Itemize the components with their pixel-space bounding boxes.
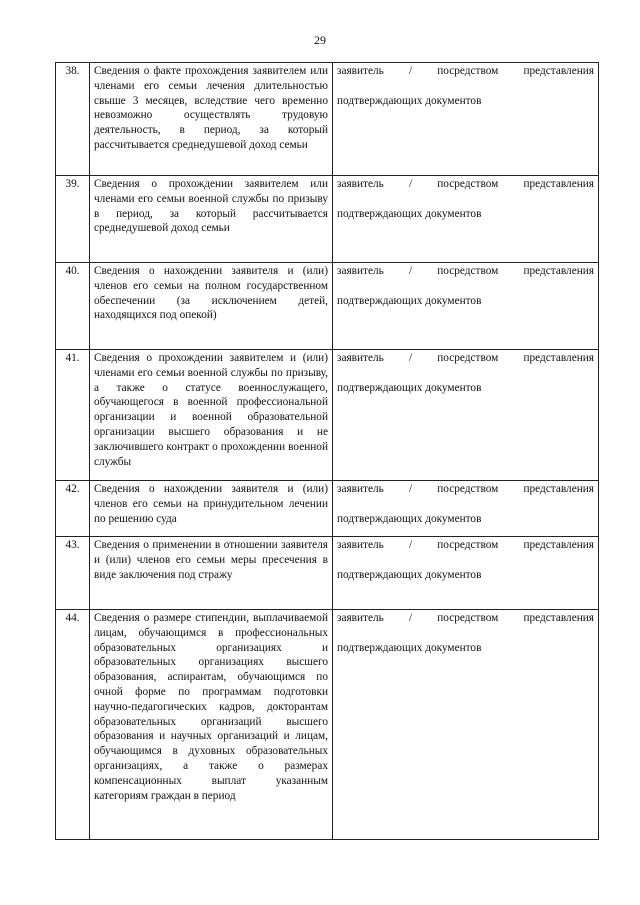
row-number: 38. (56, 63, 90, 176)
row-source (333, 537, 599, 610)
table-row (56, 263, 599, 350)
source-line: заявитель / посредством представления (337, 483, 594, 495)
table-row (56, 610, 599, 840)
row-source (333, 263, 599, 350)
source-line: заявитель / посредством представления (337, 178, 594, 190)
row-number: 42. (56, 481, 90, 537)
table-row (56, 481, 599, 537)
source-line: заявитель / посредством представления (337, 65, 594, 77)
row-description: Сведения о прохождении заявителем или членами его семьи военной службы по призыву в период, за который рассчитывается среднедушевой доход семьи (90, 176, 333, 263)
source-line: подтверждающих документов (337, 294, 482, 307)
row-number: 39. (56, 176, 90, 263)
row-description: Сведения о размере стипендии, выплачиваемой лицам, обучающимся в профессиональных образовательных организациях и образовательных организациях высшего образования, аспирантам, обучающимся по очной форме по программам подготовки научно-педагогических кадров, докторантам образовательных организаций высшего образования и научных организаций и лицам, обучающимся в духовных образовательных организациях, а также о размерах компенсационных выплат указанным категориям граждан в период (90, 610, 333, 840)
row-source (333, 176, 599, 263)
source-line: заявитель / посредством представления (337, 352, 594, 364)
source-line: заявитель / посредством представления (337, 612, 594, 624)
row-source (333, 610, 599, 840)
source-line: заявитель / посредством представления (337, 539, 594, 551)
row-description: Сведения о нахождении заявителя и (или) членов его семьи на принудительном лечении по решению суда (90, 481, 333, 537)
row-number: 44. (56, 610, 90, 840)
row-number: 41. (56, 350, 90, 481)
row-number: 40. (56, 263, 90, 350)
row-description: Сведения о факте прохождения заявителем или членами его семьи лечения длительностью свыше 3 месяцев, вследствие чего временно невозможно осуществлять трудовую деятельность, в период, за который рассчитывается среднедушевой доход семьи (90, 63, 333, 176)
source-line: заявитель / посредством представления (337, 265, 594, 277)
document-table (55, 62, 599, 840)
source-line: подтверждающих документов (337, 568, 482, 581)
row-description: Сведения о нахождении заявителя и (или) членов его семьи на полном государственном обеспечении (за исключением детей, находящихся под опекой) (90, 263, 333, 350)
page-number: 29 (314, 33, 326, 47)
row-source (333, 481, 599, 537)
row-source (333, 63, 599, 176)
row-description: Сведения о прохождении заявителем и (или) членами его семьи военной службы по призыву, а также о статусе военнослужащего, обучающегося в военной профессиональной организации и военной образовательной организации высшего образования и не заключившего контракт о прохождении военной службы (90, 350, 333, 481)
row-description: Сведения о применении в отношении заявителя и (или) членов его семьи меры пресечения в виде заключения под стражу (90, 537, 333, 610)
table-row (56, 176, 599, 263)
source-line: подтверждающих документов (337, 381, 482, 394)
source-line: подтверждающих документов (337, 94, 482, 107)
source-line: подтверждающих документов (337, 512, 482, 525)
source-line: подтверждающих документов (337, 641, 482, 654)
row-number: 43. (56, 537, 90, 610)
row-source (333, 350, 599, 481)
source-line: подтверждающих документов (337, 207, 482, 220)
table-row (56, 350, 599, 481)
table-row (56, 537, 599, 610)
table-row (56, 63, 599, 176)
